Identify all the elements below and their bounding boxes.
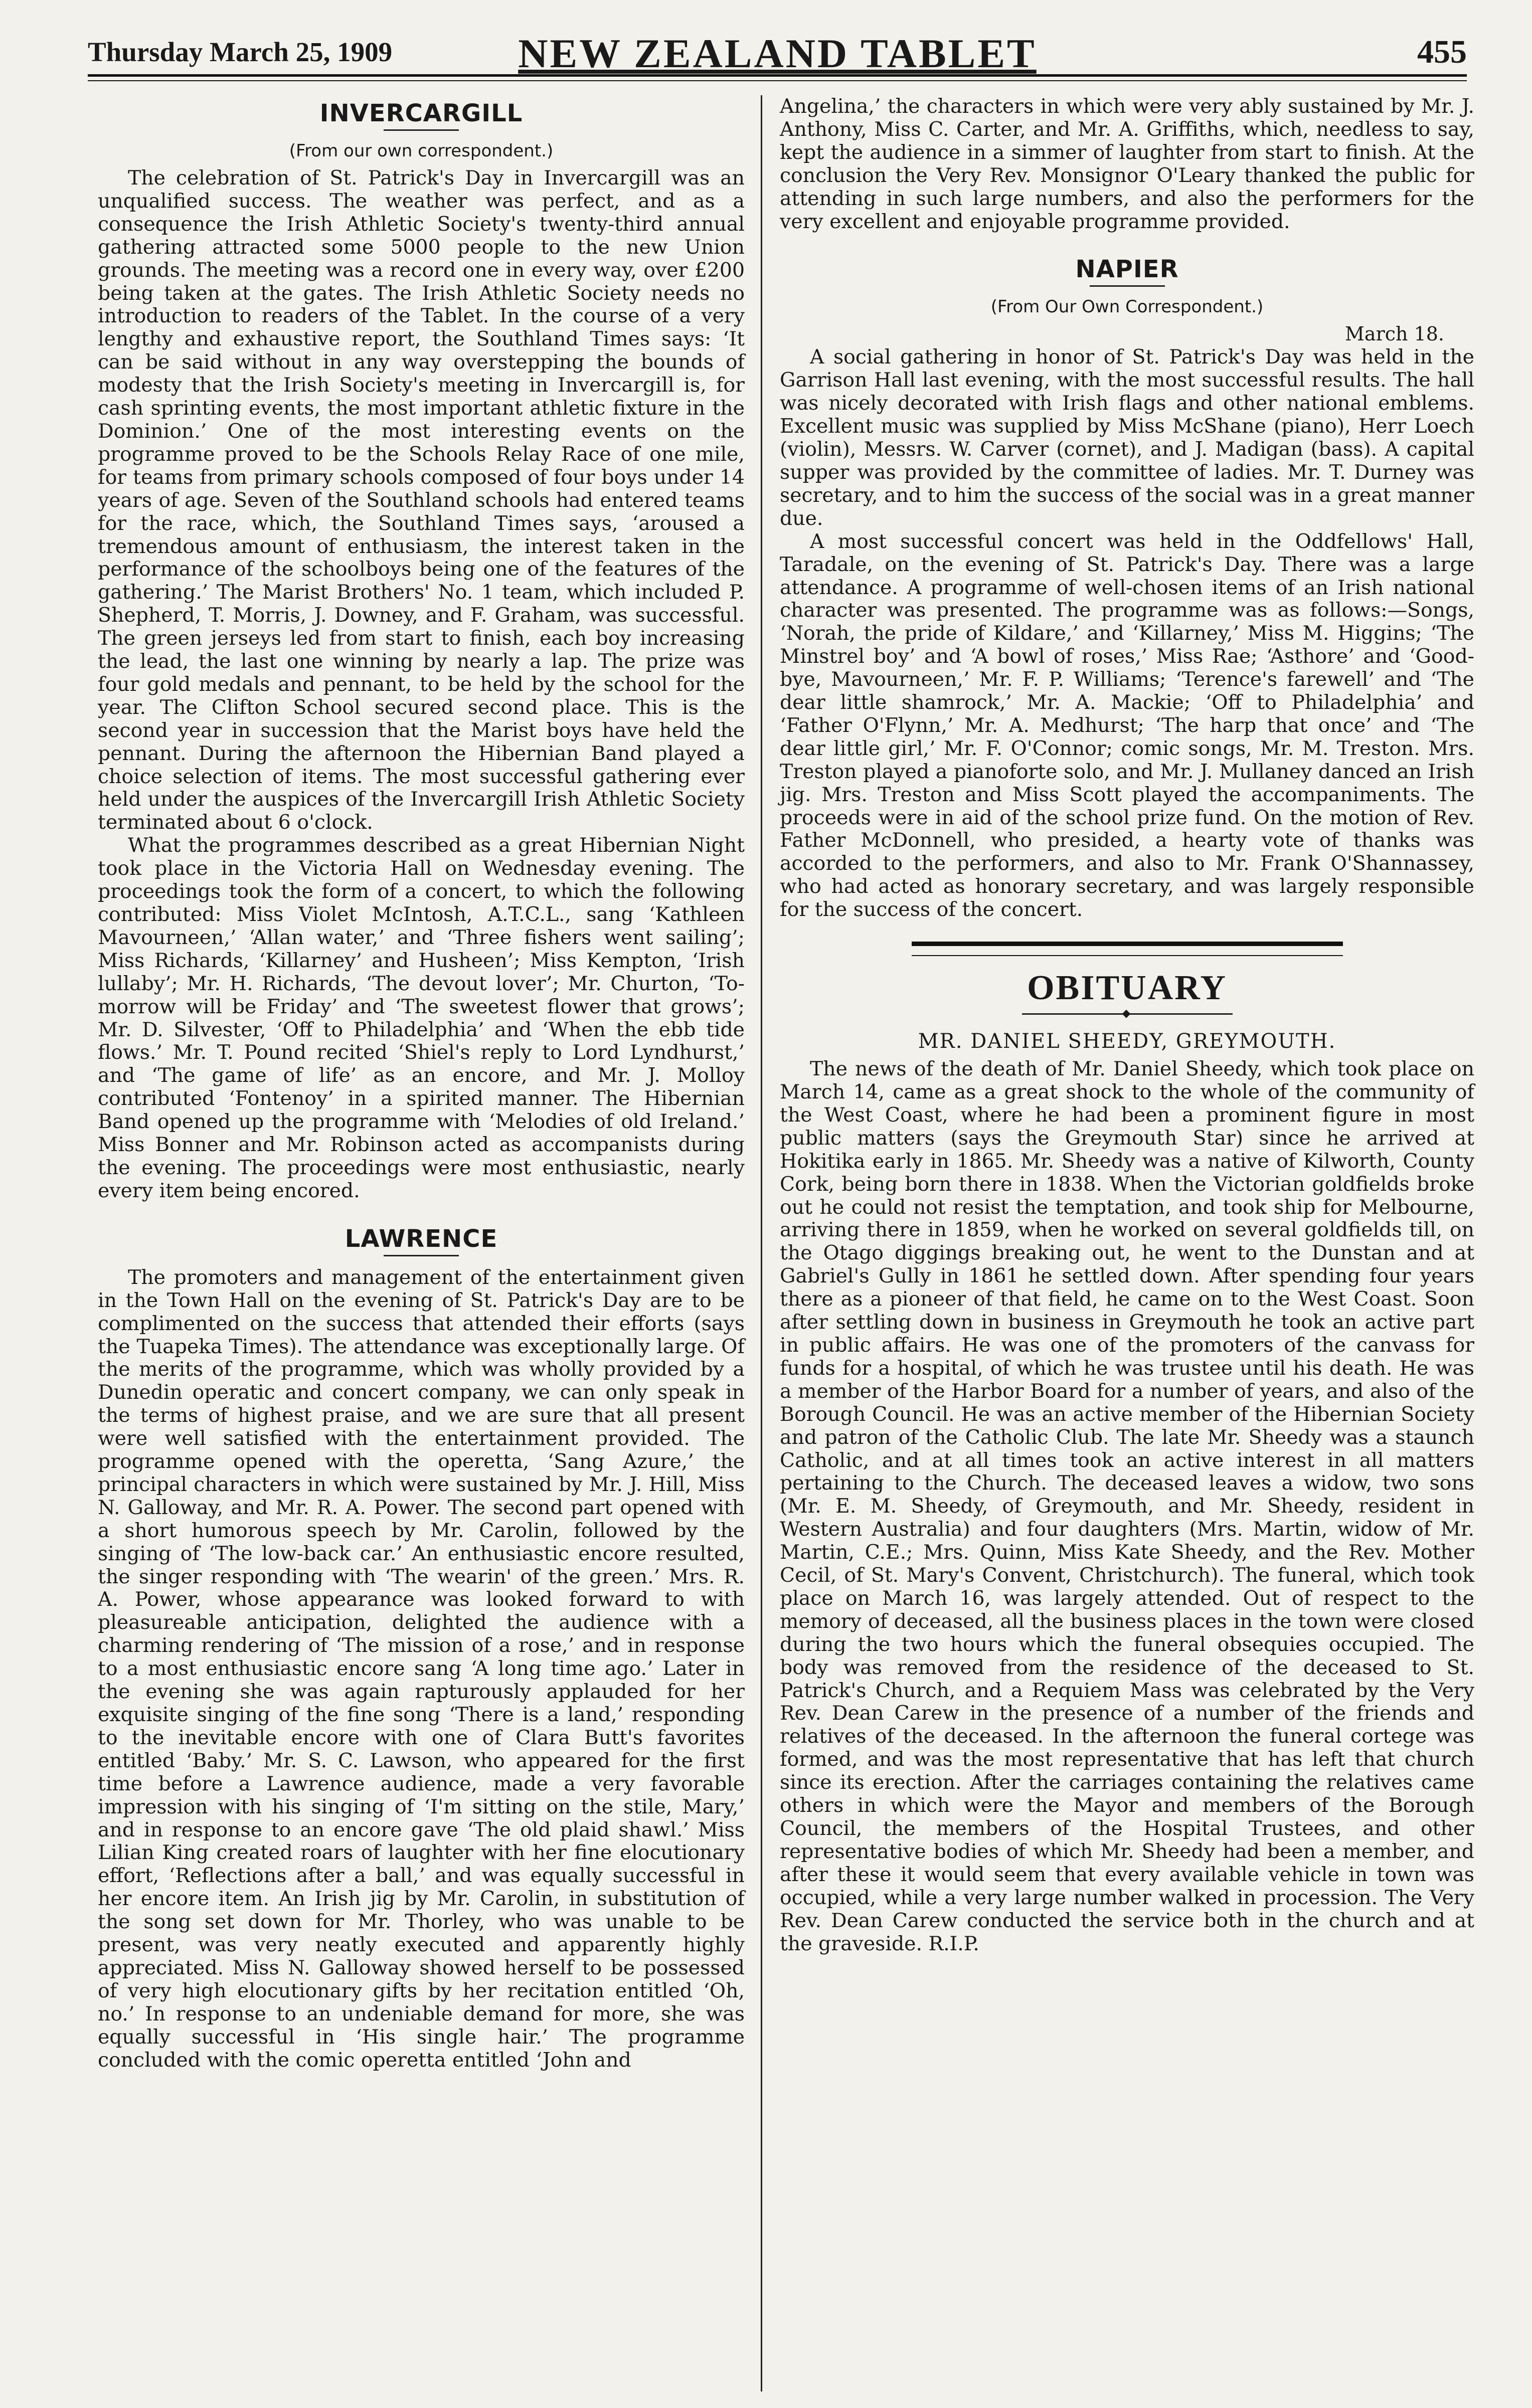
lawrence-article (98, 1225, 745, 2072)
obituary-thick-rule (912, 942, 1343, 946)
column-divider (761, 95, 762, 2391)
obituary-heading: OBITUARY (1027, 969, 1227, 1008)
right-column (780, 95, 1474, 1955)
napier-article (780, 255, 1474, 921)
obituary-article (780, 942, 1474, 1955)
obituary-paragraph-1: The news of the death of Mr. Daniel Sheedy, which took place on March 14, came as a great shock to the whole of the community of the West Coast, where he had been a prominent figure in most public matters (says the Greymouth Star) since he arrived at Hokitika early in 1865. Mr. Sheedy was a native of Kilworth, County Cork, being born there in 1838. When the Victorian goldfields broke out he could not resist the temptation, and took ship for Melbourne, arriving there in 1859, when he worked on several goldfields till, on the Otago diggings breaking out, he went to the Dunstan and at Gabriel's Gully in 1861 he settled down. After spending four years there as a pioneer of that field, he came on to the West Coast. Soon after settling down in business in Greymouth he took an active part in public affairs. He was one of the promoters of the canvass for funds for a hospital, of which he was trustee until his death. He was a member of the Harbor Board for a number of years, and also of the Borough Council. He was an active member of the Hibernian Society and patron of the Catholic Club. The late Mr. Sheedy was a staunch Catholic, and at all times took an active interest in all matters pertaining to the Church. The deceased leaves a widow, two sons (Mr. E. M. Sheedy, of Greymouth, and Mr. Sheedy, resident in Western Australia) and four daughters (Mrs. Martin, widow of Mr. Martin, C.E.; Mrs. Quinn, Miss Kate Sheedy, and the Rev. Mother Cecil, of St. Mary's Convent, Christchurch). The funeral, which took place on March 16, was largely attended. Out of respect to the memory of deceased, all the business places in the town were closed during the two hours which the funeral obsequies occupied. The body was removed from the residence of the deceased to St. Patrick's Church, and a Requiem Mass was celebrated by the Very Rev. Dean Carew in the presence of a number of the friends and relatives of the deceased. In the afternoon the funeral cortege was formed, and was the most representative that has left that church since its erection. After the carriages containing the relatives came others in which were the Mayor and members of the Borough Council, the members of the Hospital Trustees, and other representative bodies of which Mr. Sheedy had been a member, and after these it would seem that every available vehicle in town was occupied, while a very large number walked in procession. The Very Rev. Dean Carew conducted the service both in the church and at the graveside. R.I.P. (780, 1057, 1474, 1955)
obituary-thin-rule (912, 955, 1343, 956)
header-rule (88, 74, 1467, 77)
running-head (88, 25, 1467, 80)
obituary-subheading: MR. DANIEL SHEEDY, GREYMOUTH. (918, 1030, 1336, 1053)
lawrence-heading: LAWRENCE (345, 1224, 498, 1253)
page-number: 455 (1417, 34, 1467, 70)
invercargill-article (98, 99, 745, 1203)
invercargill-paragraph-1: The celebration of St. Patrick's Day in Invercargill was an unqualified success. The weather was perfect, and as a consequence the Irish Athletic Society's twenty-third annual gathering attracted some 5000 people to the new Union grounds. The meeting was a record one in every way, over £200 being taken at the gates. The Irish Athletic Society needs no introduction to readers of the Tablet. In the course of a very lengthy and exhaustive report, the Southland Times says: ‘It can be said without in any way overstepping the bounds of modesty that the Irish Society's meeting in Invercargill is, for cash sprinting events, the most important athletic fixture in the Dominion.’ One of the most interesting events on the programme proved to be the Schools Relay Race of one mile, for teams from primary schools composed of four boys under 14 years of age. Seven of the Southland schools had entered teams for the race, which, the Southland Times says, ‘aroused a tremendous amount of enthusiasm, the interest taken in the performance of the schoolboys being one of the features of the gathering.’ The Marist Brothers' No. 1 team, which included P. Shepherd, T. Morris, J. Downey, and F. Graham, was successful. The green jerseys led from start to finish, each boy increasing the lead, the last one winning by nearly a lap. The prize was four gold medals and pennant, to be held by the school for the year. The Clifton School secured second place. This is the second year in succession that the Marist boys have held the pennant. During the afternoon the Hibernian Band played a choice selection of items. The most successful gathering ever held under the auspices of the Invercargill Irish Athletic Society terminated about 6 o'clock. (98, 166, 745, 834)
invercargill-paragraph-2: What the programmes described as a great Hibernian Night took place in the Victoria Hall on Wednesday evening. The proceedings took the form of a concert, to which the following contributed: Miss Violet McIntosh, A.T.C.L., sang ‘Kathleen Mavourneen,’ ‘Allan water,’ and ‘Three fishers went sailing’; Miss Richards, ‘Killarney’ and Husheen’; Miss Kempton, ‘Irish lullaby’; Mr. H. Richards, ‘The devout lover’; Mr. Churton, ‘To-morrow will be Friday’ and ‘The sweetest flower that grows’; Mr. D. Silvester, ‘Off to Philadelphia’ and ‘When the ebb tide flows.’ Mr. T. Pound recited ‘Shiel's reply to Lord Lyndhurst,’ and ‘The game of life’ as an encore, and Mr. J. Molloy contributed ‘Fontenoy’ in a spirited manner. The Hibernian Band opened up the programme with ‘Melodies of old Ireland.’ Miss Bonner and Mr. Robinson acted as accompanists during the evening. The proceedings were most enthusiastic, nearly every item being encored. (98, 834, 745, 1202)
invercargill-correspondent: (From our own correspondent.) (289, 141, 554, 161)
heading-rule (384, 1255, 459, 1256)
publication-title: NEW ZEALAND TABLET (518, 31, 1037, 76)
lawrence-continued-text: Angelina,’ the characters in which were very ably sustained by Mr. J. Anthony, Miss C. Carter, and Mr. A. Griffiths, which, needless to say, kept the audience in a simmer of laughter from start to finish. At the conclusion the Very Rev. Monsignor O'Leary thanked the public for attending in such large numbers, and also the performers for the very excellent and enjoyable programme provided. (780, 95, 1474, 233)
napier-dateline: March 18. (1345, 323, 1444, 345)
heading-rule (384, 129, 459, 131)
lawrence-paragraph-1: The promoters and management of the entertainment given in the Town Hall on the evening of St. Patrick's Day are to be complimented on the success that attended their efforts (says the Tuapeka Times). The attendance was exceptionally large. Of the merits of the programme, which was wholly provided by a Dunedin operatic and concert company, we can only speak in the terms of highest praise, and we are sure that all present were well satisfied with the entertainment provided. The programme opened with the operetta, ‘Sang Azure,’ the principal characters in which were sustained by Mr. J. Hill, Miss N. Galloway, and Mr. R. A. Power. The second part opened with a short humorous speech by Mr. Carolin, followed by the singing of ‘The low-back car.’ An enthusiastic encore resulted, the singer responding with ‘The wearin' of the green.’ Mrs. R. A. Power, whose appearance was looked forward to with pleasureable anticipation, delighted the audience with a charming rendering of ‘The mission of a rose,’ and in response to a most enthusiastic encore sang ‘A long time ago.’ Later in the evening she was again rapturously applauded for her exquisite singing of the fine song ‘There is a land,’ responding to the inevitable encore with one of Clara Butt's favorites entitled ‘Baby.’ Mr. S. C. Lawson, who appeared for the first time before a Lawrence audience, made a very favorable impression with his singing of ‘I'm sitting on the stile, Mary,’ and in response to an encore gave ‘The old plaid shawl.’ Miss Lilian King created roars of laughter with her fine elocutionary effort, ‘Reflections after a ball,’ and was equally successful in her encore item. An Irish jig by Mr. Carolin, in substitution of the song set down for Mr. Thorley, who was unable to be present, was very neatly executed and apparently highly appreciated. Miss N. Galloway showed herself to be possessed of very high elocutionary gifts by her recitation entitled ‘Oh, no.’ In response to an undeniable demand for more, she was equally successful in ‘His single hair.’ The programme concluded with the comic operetta entitled ‘John and (98, 1265, 745, 2072)
issue-date: Thursday March 25, 1909 (88, 37, 393, 67)
napier-heading: NAPIER (1075, 255, 1179, 284)
napier-paragraph-2: A most successful concert was held in the Oddfellows' Hall, Taradale, on the evening of St. Patrick's Day. There was a large attendance. A programme of well-chosen items of an Irish national character was presented. The programme was as follows:—Songs, ‘Norah, the pride of Kildare,’ and ‘Killarney,’ Miss M. Higgins; ‘The Minstrel boy’ and ‘A bowl of roses,’ Miss Rae; ‘Asthore’ and ‘Good-bye, Mavourneen,’ Mr. F. P. Williams; ‘Terence's farewell’ and ‘The dear little shamrock,’ Mr. A. Mackie; ‘Off to Philadelphia’ and ‘Father O'Flynn,’ Mr. A. Medhurst; ‘The harp that once’ and ‘The dear little girl,’ Mr. F. O'Connor; comic songs, Mr. M. Treston. Mrs. Treston played a pianoforte solo, and Mr. J. Mullaney danced an Irish jig. Mrs. Treston and Miss Scott played the accompaniments. The proceeds were in aid of the school prize fund. On the motion of Rev. Father McDonnell, who presided, a hearty vote of thanks was accorded to the performers, and also to Mr. Frank O'Shannassey, who had acted as honorary secretary, and was largely responsible for the success of the concert. (780, 529, 1474, 921)
diamond-ornament-icon: ◆ (1122, 1007, 1131, 1020)
napier-correspondent: (From Our Own Correspondent.) (990, 297, 1264, 317)
diamond-rule (1022, 1007, 1233, 1020)
heading-rule (1090, 285, 1165, 287)
header-rule-thin (88, 80, 1467, 81)
left-column (98, 95, 745, 2072)
napier-paragraph-1: A social gathering in honor of St. Patrick's Day was held in the Garrison Hall last evening, with the most successful results. The hall was nicely decorated with Irish flags and other national emblems. Excellent music was supplied by Miss McShane (piano), Herr Loech (violin), Messrs. W. Carver (cornet), and J. Madigan (bass). A capital supper was provided by the committee of ladies. Mr. T. Durney was secretary, and to him the success of the social was in a great manner due. (780, 345, 1474, 530)
invercargill-heading: INVERCARGILL (319, 99, 523, 127)
